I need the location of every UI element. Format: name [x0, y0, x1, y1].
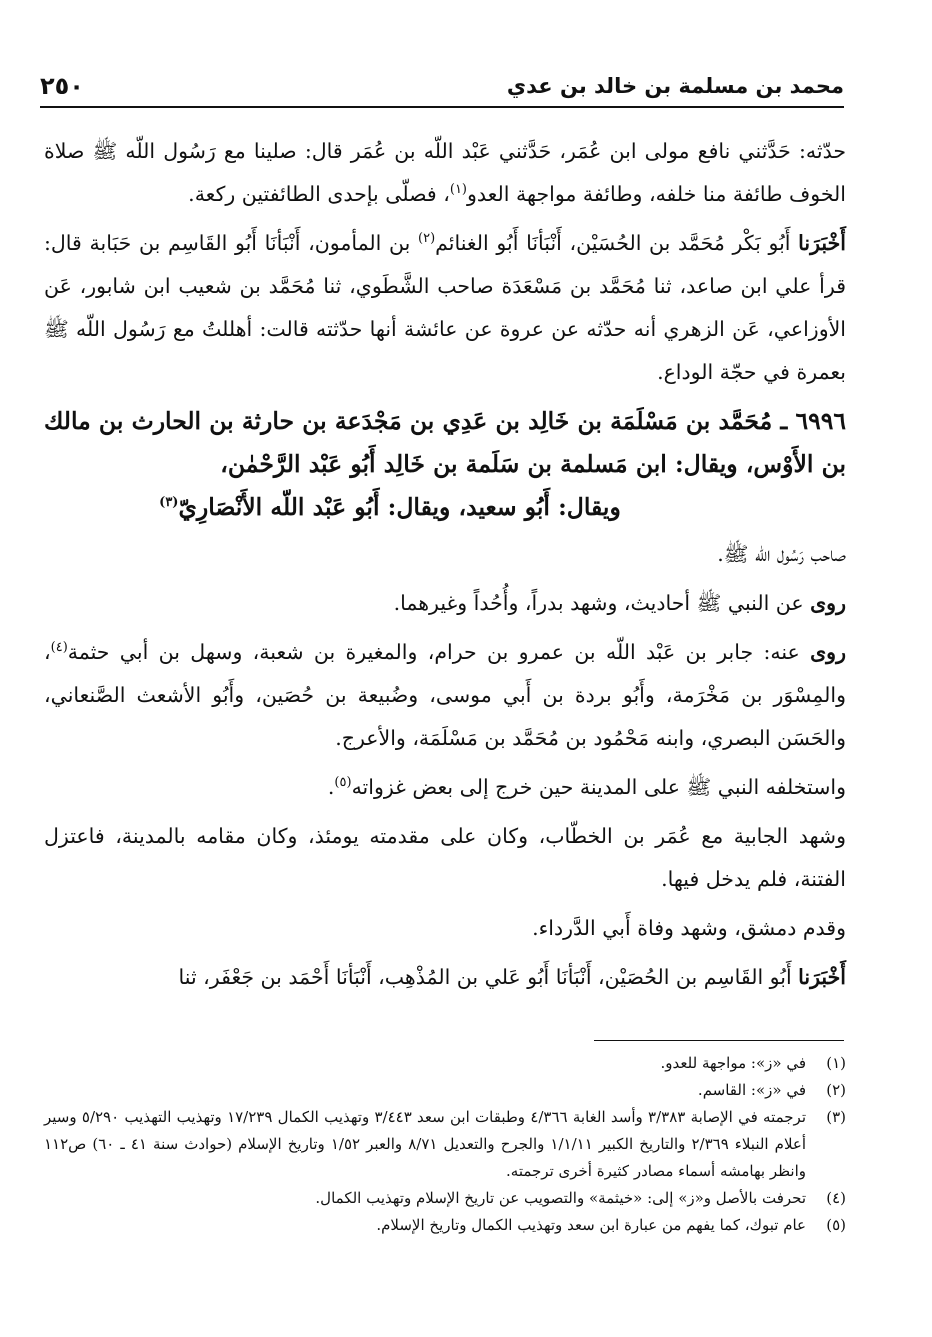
isnad-lead: أَخْبَرَنا — [798, 231, 846, 255]
paragraph-2-text-a: أَبُو بَكْر مُحَمَّد بن الحُسَيْن، أَنْبَأنَا أَبُو الغنائم — [435, 231, 799, 255]
riwaya-lead-1: روى — [810, 591, 846, 615]
footnote-ref-5: (٥) — [334, 775, 352, 791]
paragraph-5-text-a: عنه: جابر بن عَبْد اللّه بن عمرو بن حرام، والمغيرة بن شعبة، وسهل بن أبي حثمة — [67, 640, 811, 664]
footnote-number: (٣) — [826, 1108, 846, 1126]
footnote-5 — [44, 1212, 846, 1239]
paragraph-2 — [44, 222, 846, 394]
paragraph-4-text: عن النبي ﷺ أحاديث، وشهد بدراً، وأُحُداً وغيرهما. — [393, 591, 811, 615]
footnote-2 — [44, 1077, 846, 1104]
paragraph-5-text-b: ، والمِسْوَر بن مَخْرَمة، وأَبُو بردة بن أَبي موسى، وضُبيعة بن حُصَين، وأَبُو الأشعث الصَّنعاني، والحَسَن البصري، وابنه مَحْمُود بن مُحَمَّد بن مَسْلَمَة، والأعرج. — [44, 640, 846, 750]
paragraph-3: صاحب رَسُول اللّه ﷺ. — [717, 542, 846, 566]
paragraph-6 — [44, 766, 846, 809]
footnote-text: عام تبوك، كما يفهم من عبارة ابن سعد وتهذيب الكمال وتاريخ الإسلام. — [376, 1216, 806, 1234]
footnotes — [44, 1050, 846, 1239]
paragraph-8: وقدم دمشق، وشهد وفاة أَبي الدَّرداء. — [532, 916, 846, 940]
riwaya-lead-2: روى — [810, 640, 846, 664]
paragraph-2-text-b: بن المأمون، أَنْبَأنَا أَبُو القَاسِم بن حَبَابة قال: قرأ علي ابن صاعد، ثنا مُحَمَّد بن مَسْعَدَة صاحب الشَّطَوي، ثنا مُحَمَّد بن شعيب ابن شابور، عَن الأوزاعي، عَن الزهري أنه حدّثه عن عروة عن عائشة أنها حدّثته قالت: أهللتُ مع رَسُول اللّه ﷺ بعمرة في حجّة الوداع. — [44, 231, 846, 384]
footnote-3 — [44, 1104, 846, 1185]
footnote-4 — [44, 1185, 846, 1212]
main-text — [44, 130, 846, 1005]
page-header — [40, 66, 844, 108]
paragraph-1-text: حدّثه: حَدَّثني نافع مولى ابن عُمَر، حَدَّثني عَبْد اللّه بن عُمَر قال: صلينا مع رَسُول اللّه ﷺ صلاة الخوف طائفة منا خلفه، وطائفة مواجهة العدو — [44, 139, 846, 206]
footnote-ref-1: (١) — [449, 182, 467, 198]
paragraph-5 — [44, 631, 846, 760]
entry-heading-line-3 — [44, 486, 846, 529]
footnote-number: (٥) — [826, 1216, 846, 1234]
paragraph-9-text: أَبُو القَاسِم بن الحُصَيْن، أَنْبَأنَا أَبُو عَلي بن المُذْهِب، أَنْبَأنَا أَحْمَد بن جَعْفَر، ثنا — [178, 965, 799, 989]
isnad-lead-2: أَخْبَرَنا — [798, 965, 846, 989]
paragraph-1 — [44, 130, 846, 216]
footnote-text: في «ز»: القاسم. — [697, 1081, 806, 1099]
footnote-1 — [44, 1050, 846, 1077]
paragraph-9 — [44, 956, 846, 999]
biography-entry-heading — [44, 400, 846, 529]
footnote-number: (٤) — [826, 1189, 846, 1207]
footnote-text: تحرفت بالأصل و«ز» إلى: «خيثمة» والتصويب عن تاريخ الإسلام وتهذيب الكمال. — [315, 1189, 806, 1207]
paragraph-6-text: واستخلفه النبي ﷺ على المدينة حين خرج إلى بعض غزواته — [351, 775, 846, 799]
footnote-text: في «ز»: مواجهة للعدو. — [660, 1054, 806, 1072]
footnote-ref-4: (٤) — [50, 640, 68, 656]
paragraph-6-end: . — [327, 775, 335, 799]
footnote-separator — [594, 1040, 844, 1041]
paragraph-1-end: ، فصلّى بإحدى الطائفتين ركعة. — [188, 182, 450, 206]
entry-heading-line-3-text: ويقال: أَبُو سعيد، ويقال: أَبُو عَبْد اللّه الأَنْصَارِيّ — [178, 493, 621, 521]
paragraph-7: وشهد الجابية مع عُمَر بن الخطّاب، وكان على مقدمته يومئذ، وكان مقامه بالمدينة، فاعتزل الفتنة، فلم يدخل فيها. — [44, 824, 846, 891]
paragraph-4 — [44, 582, 846, 625]
footnote-ref-2: (٢) — [418, 231, 436, 247]
page-number: ٢٥٠ — [40, 72, 84, 100]
footnote-ref-3: (٣) — [159, 495, 179, 511]
footnote-number: (٢) — [826, 1081, 846, 1099]
running-title: محمد بن مسلمة بن خالد بن عدي — [506, 74, 844, 98]
footnote-text: ترجمته في الإصابة ٣/٣٨٣ وأسد الغابة ٤/٣٦٦ وطبقات ابن سعد ٣/٤٤٣ وتهذيب الكمال ١٧/٢٣٩ وتهذيب التهذيب ٥/٢٩٠ وسير أعلام النبلاء ٢/٣٦٩ والتاريخ الكبير ١/١/١١ والجرح والتعديل ٨/٧١ والعبر ١/٥٢ وتاريخ الإسلام (حوادث سنة ٤١ ـ ٦٠) ص١١٢ وانظر بهامشه أسماء مصادر كثيرة أخرى ترجمته. — [44, 1108, 807, 1180]
entry-heading-line-1: ٦٩٩٦ ـ مُحَمَّد بن مَسْلَمَة بن خَالِد بن عَدِي بن مَجْدَعة بن حارثة بن الحارث بن مالك بن الأَوْس، ويقال: ابن مَسلمة بن سَلَمة بن خَالِد أَبُو عَبْد الرَّحْمٰن، — [44, 407, 846, 478]
footnote-number: (١) — [826, 1054, 846, 1072]
